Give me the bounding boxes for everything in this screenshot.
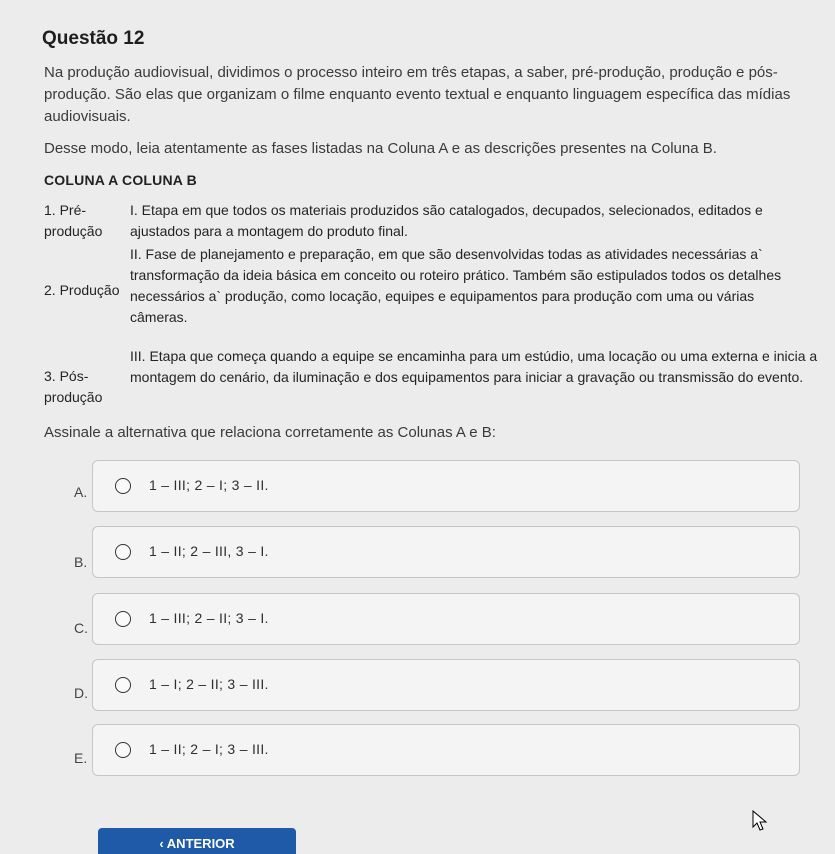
radio-icon[interactable]: [115, 611, 131, 627]
radio-icon[interactable]: [115, 677, 131, 693]
option-d-letter: D.: [74, 685, 88, 701]
question-title: Questão 12: [42, 28, 145, 49]
option-e-text: 1 – II; 2 – I; 3 – III.: [149, 741, 269, 757]
option-e[interactable]: [92, 724, 800, 776]
option-a[interactable]: [92, 460, 800, 512]
radio-icon[interactable]: [115, 478, 131, 494]
option-c-text: 1 – III; 2 – II; 3 – I.: [149, 610, 269, 626]
columns-header: COLUNA A COLUNA B: [44, 172, 197, 188]
option-d[interactable]: [92, 659, 800, 711]
column-b-item-3: III. Etapa que começa quando a equipe se encaminha para um estúdio, uma locação ou uma externa e inicia a montagem do cenário, da iluminação e dos equipamentos para iniciar a gravação ou transmissão do evento.: [130, 348, 818, 385]
option-a-letter: A.: [74, 484, 88, 500]
column-a-item-1: 1. Pré-produção: [44, 202, 103, 239]
option-c-letter: C.: [74, 620, 88, 636]
mouse-pointer-icon: [752, 810, 768, 832]
question-paragraph-1: Na produção audiovisual, dividimos o processo inteiro em três etapas, a saber, pré-produção, produção e pós-produção. São elas que organizam o filme enquanto evento textual e enquanto linguagem específica das mídias audiovisuais.: [44, 64, 791, 125]
option-e-letter: E.: [74, 750, 88, 766]
radio-icon[interactable]: [115, 544, 131, 560]
instruction-text: Assinale a alternativa que relaciona corretamente as Colunas A e B:: [44, 424, 496, 441]
column-b-item-2: II. Fase de planejamento e preparação, em que são desenvolvidas todas as atividades necessárias a` transformação da ideia básica em conceito ou roteiro prático. Também são estipulados todos os detalhes necessários a` produção, como locação, equipes e equipamentos para produção com uma ou várias câmeras.: [130, 246, 782, 325]
option-b-letter: B.: [74, 554, 88, 570]
radio-icon[interactable]: [115, 742, 131, 758]
column-a-item-3: 3. Pós-produção: [44, 368, 103, 405]
option-b-text: 1 – II; 2 – III, 3 – I.: [149, 543, 269, 559]
option-c[interactable]: [92, 593, 800, 645]
option-d-text: 1 – I; 2 – II; 3 – III.: [149, 676, 269, 692]
column-b-item-1: I. Etapa em que todos os materiais produzidos são catalogados, decupados, selecionados, editados e ajustados para a montagem do produto final.: [130, 202, 763, 239]
option-b[interactable]: [92, 526, 800, 578]
option-a-text: 1 – III; 2 – I; 3 – II.: [149, 477, 269, 493]
previous-button[interactable]: [98, 828, 296, 854]
previous-button-label: ANTERIOR: [166, 836, 235, 851]
column-a-item-2: 2. Produção: [44, 282, 120, 298]
chevron-left-icon: ‹: [159, 836, 164, 851]
question-paragraph-2: Desse modo, leia atentamente as fases listadas na Coluna A e as descrições presentes na Coluna B.: [44, 140, 717, 157]
